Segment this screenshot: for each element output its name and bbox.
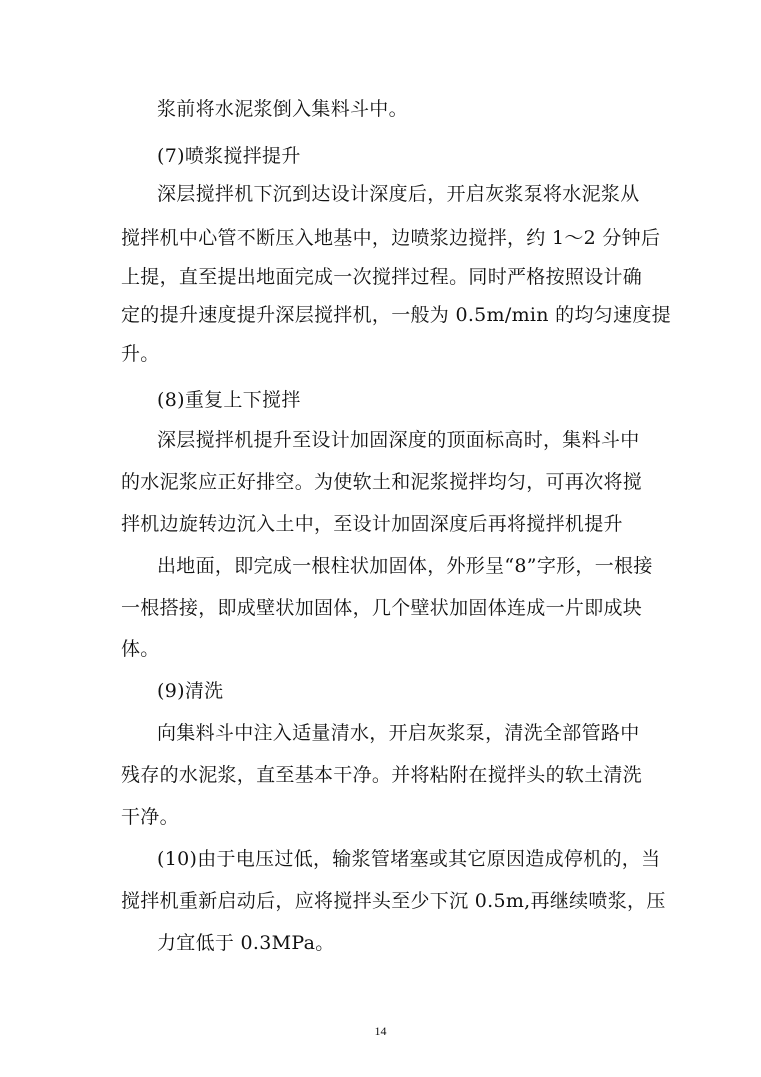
text-line: 升。: [121, 343, 160, 365]
text-line: 向集料斗中注入适量清水，开启灰浆泵，清洗全部管路中: [157, 722, 640, 744]
text-line: 搅拌机重新启动后，应将搅拌头至少下沉 0.5m,再继续喷浆，压: [121, 890, 666, 912]
section-heading-9: (9)清洗: [157, 680, 224, 702]
text-line: 体。: [121, 638, 160, 660]
text-line: 深层搅拌机下沉到达设计深度后，开启灰浆泵将水泥浆从: [157, 183, 640, 205]
text-line: 干净。: [121, 806, 179, 828]
section-heading-8: (8)重复上下搅拌: [157, 389, 301, 411]
text-line: 上提，直至提出地面完成一次搅拌过程。同时严格按照设计确: [121, 266, 643, 288]
text-line: 拌机边旋转边沉入土中，至设计加固深度后再将搅拌机提升: [121, 513, 623, 535]
text-line: 一根搭接，即成壁状加固体，几个壁状加固体连成一片即成块: [121, 597, 643, 619]
text-line: 出地面，即完成一根柱状加固体，外形呈“8”字形，一根接: [157, 555, 653, 577]
page-number: 14: [374, 1024, 387, 1038]
text-line: 深层搅拌机提升至设计加固深度的顶面标高时，集料斗中: [157, 429, 640, 451]
section-heading-7: (7)喷浆搅拌提升: [157, 145, 301, 167]
text-line: 残存的水泥浆，直至基本干净。并将粘附在搅拌头的软土清洗: [121, 764, 643, 786]
text-line: 搅拌机中心管不断压入地基中，边喷浆边搅拌，约 1～2 分钟后: [121, 227, 661, 249]
text-line: 定的提升速度提升深层搅拌机，一般为 0.5m/min 的均匀速度提: [121, 304, 671, 326]
section-heading-10: (10)由于电压过低，输浆管堵塞或其它原因造成停机的，当: [157, 848, 661, 870]
text-line: 的水泥浆应正好排空。为使软土和泥浆搅拌均匀，可再次将搅: [121, 471, 643, 493]
text-line: 浆前将水泥浆倒入集料斗中。: [157, 98, 408, 120]
text-line: 力宜低于 0.3MPa。: [157, 932, 335, 954]
